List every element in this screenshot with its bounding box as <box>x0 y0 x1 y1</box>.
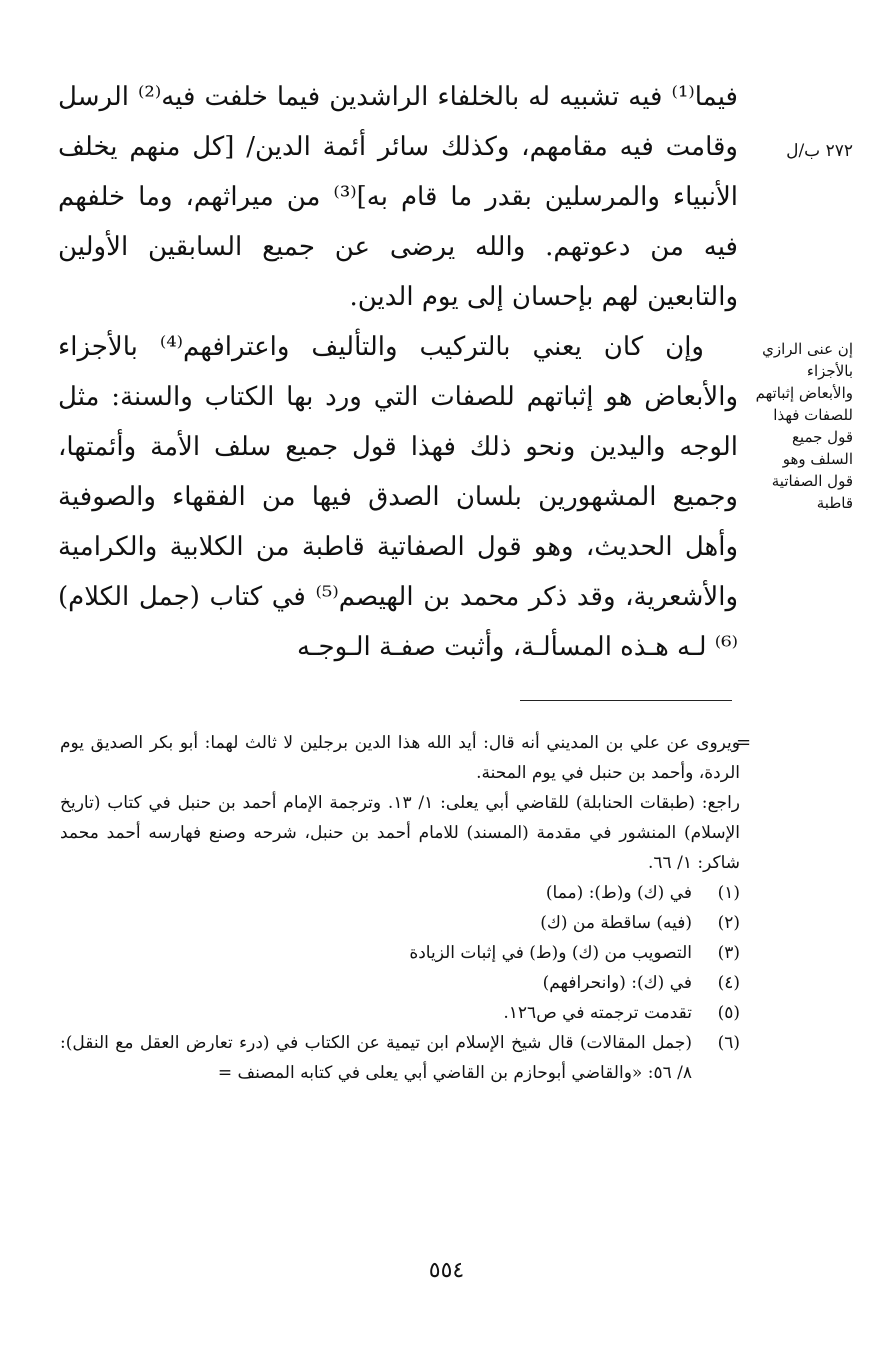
footnote-continuation-text: ويروى عن علي بن المديني أنه قال: أيد الله هذا الدين برجلين لا ثالث لهما: أبو بكر الصديق يوم الردة، وأحمد بن حنبل في يوم المحنة. <box>60 733 740 783</box>
paragraph-1: فيما⁽¹⁾ فيه تشبيه له بالخلفاء الراشدين فيما خلفت فيه⁽²⁾ الرسل وقامت فيه مقامهم، وكذلك سائر أئمة الدين/ [كل منهم يخلف الأنبياء والمرسلين بقدر ما قام به]⁽³⁾ من ميراثهم، وما خلفهم فيه من دعوتهم. والله يرضى عن جميع السابقين الأولين والتابعين لهم بإحسان إلى يوم الدين. <box>58 82 739 312</box>
footnote-text: في (ك) و(ط): (مما) <box>545 883 692 903</box>
page-number: ٥٥٤ <box>428 1258 465 1283</box>
footnote-divider <box>520 700 732 701</box>
footnote-number: (٤) <box>717 973 740 993</box>
footnote-text: في (ك): (وانحرافهم) <box>542 973 692 993</box>
paragraph-2: وإن كان يعني بالتركيب والتأليف واعترافهم⁽⁴⁾ بالأجزاء والأبعاض هو إثباتهم للصفات التي ورد بها الكتاب والسنة: مثل الوجه واليدين ونحو ذلك فهذا قول جميع سلف الأمة وأئمتها، وجميع المشهورين بلسان الصدق فيها من الفقهاء والصوفية وأهل الحديث، وهو قول الصفاتية قاطبة من الكلابية والكرامية والأشعرية، وقد ذكر محمد بن الهيصم⁽⁵⁾ في كتاب (جمل الكلام)⁽⁶⁾ لـه هـذه المسألـة، وأثبت صفـة الـوجـه <box>58 332 738 662</box>
footnote-continuation-mark: = <box>736 732 752 753</box>
footnote-item <box>60 1028 740 1088</box>
footnote-number: (٦) <box>717 1033 740 1053</box>
footnote-text: (جمل المقالات) قال شيخ الإسلام ابن تيمية عن الكتاب في (درء تعارض العقل مع النقل): ٨/ ٥٦: «والقاضي أبوحازم بن القاضي أبي يعلى في كتابه المصنف = <box>60 1033 692 1083</box>
footnote-item <box>60 938 740 968</box>
margin-topic-note: إن عنى الرازي بالأجزاء والأبعاض إثباتهم للصفات فهذا قول جميع السلف وهو قول الصفاتية قاطبة <box>755 340 853 512</box>
footnote-number: (٥) <box>717 1003 740 1023</box>
footnote-continuation <box>60 728 740 878</box>
footnote-item <box>60 878 740 908</box>
footnote-number: (٢) <box>717 913 740 933</box>
footnotes <box>60 728 740 1088</box>
footnote-text: تقدمت ترجمته في ص١٢٦. <box>503 1003 692 1023</box>
margin-folio-reference: ٢٧٢ ب/ل <box>786 141 853 161</box>
footnote-text: (فيه) ساقطة من (ك) <box>540 913 692 933</box>
footnote-item <box>60 908 740 938</box>
footnote-number: (٣) <box>717 943 740 963</box>
main-text <box>58 72 738 672</box>
footnote-item <box>60 998 740 1028</box>
footnote-list <box>60 878 740 1088</box>
footnote-continuation-text: راجع: (طبقات الحنابلة) للقاضي أبي يعلى: ١/ ١٣. وترجمة الإمام أحمد بن حنبل في كتاب (تاريخ الإسلام) المنشور في مقدمة (المسند) للامام أحمد بن حنبل، شرحه وصنع فهارسه أحمد محمد شاكر: ١/ ٦٦. <box>60 793 741 873</box>
footnote-text: التصويب من (ك) و(ط) في إثبات الزيادة <box>409 943 692 963</box>
footnote-item <box>60 968 740 998</box>
footnote-number: (١) <box>717 883 740 903</box>
